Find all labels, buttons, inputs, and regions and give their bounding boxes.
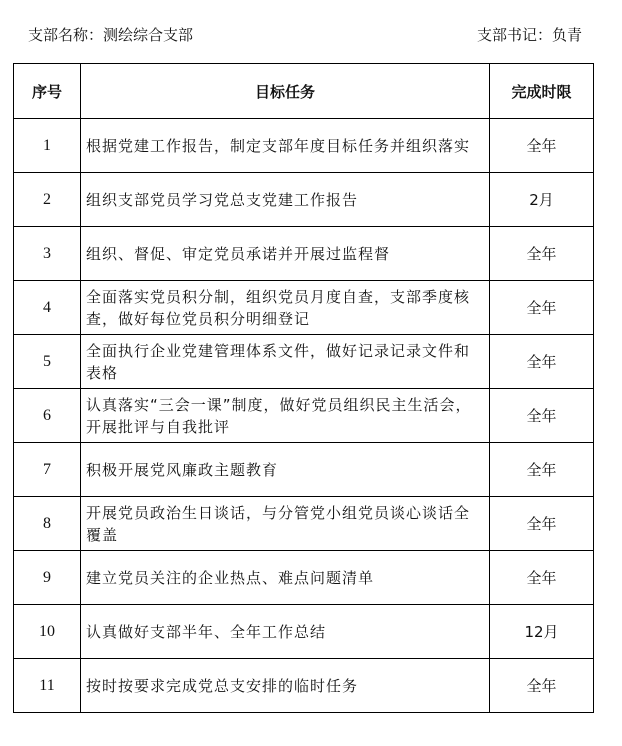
table-header-row [14,64,594,119]
table-row [14,389,594,443]
row-task: 全面落实党员积分制，组织党员月度自查，支部季度核查，做好每位党员积分明细登记 [81,281,490,335]
row-number: 7 [14,443,81,497]
row-deadline: 全年 [490,551,594,605]
table-row [14,173,594,227]
row-number: 5 [14,335,81,389]
column-header-number: 序号 [14,64,81,119]
row-number: 4 [14,281,81,335]
table-row [14,281,594,335]
row-deadline: 全年 [490,497,594,551]
row-task: 认真做好支部半年、全年工作总结 [81,605,490,659]
row-task: 认真落实“三会一课”制度，做好党员组织民主生活会，开展批评与自我批评 [81,389,490,443]
row-deadline: 2月 [490,173,594,227]
table-row [14,605,594,659]
row-number: 8 [14,497,81,551]
row-task: 根据党建工作报告，制定支部年度目标任务并组织落实 [81,119,490,173]
table-row [14,119,594,173]
table-row [14,659,594,713]
column-header-task: 目标任务 [81,64,490,119]
row-deadline: 全年 [490,119,594,173]
task-table [13,63,594,713]
row-task: 全面执行企业党建管理体系文件，做好记录记录文件和表格 [81,335,490,389]
row-task: 组织支部党员学习党总支党建工作报告 [81,173,490,227]
table-row [14,497,594,551]
row-number: 1 [14,119,81,173]
branch-name: 支部名称：测绘综合支部 [28,26,194,44]
table-row [14,227,594,281]
row-number: 6 [14,389,81,443]
row-deadline: 全年 [490,335,594,389]
row-task: 积极开展党风廉政主题教育 [81,443,490,497]
row-number: 3 [14,227,81,281]
row-task: 按时按要求完成党总支安排的临时任务 [81,659,490,713]
row-task: 组织、督促、审定党员承诺并开展过监程督 [81,227,490,281]
row-deadline: 12月 [490,605,594,659]
column-header-deadline: 完成时限 [490,64,594,119]
row-number: 10 [14,605,81,659]
row-deadline: 全年 [490,227,594,281]
table-row [14,443,594,497]
row-deadline: 全年 [490,659,594,713]
branch-secretary: 支部书记：负青 [476,26,582,44]
row-deadline: 全年 [490,389,594,443]
row-number: 11 [14,659,81,713]
table-row [14,335,594,389]
row-task: 建立党员关注的企业热点、难点问题清单 [81,551,490,605]
document-header [28,24,582,48]
table-row [14,551,594,605]
row-number: 9 [14,551,81,605]
row-deadline: 全年 [490,281,594,335]
row-number: 2 [14,173,81,227]
row-task: 开展党员政治生日谈话，与分管党小组党员谈心谈话全覆盖 [81,497,490,551]
row-deadline: 全年 [490,443,594,497]
